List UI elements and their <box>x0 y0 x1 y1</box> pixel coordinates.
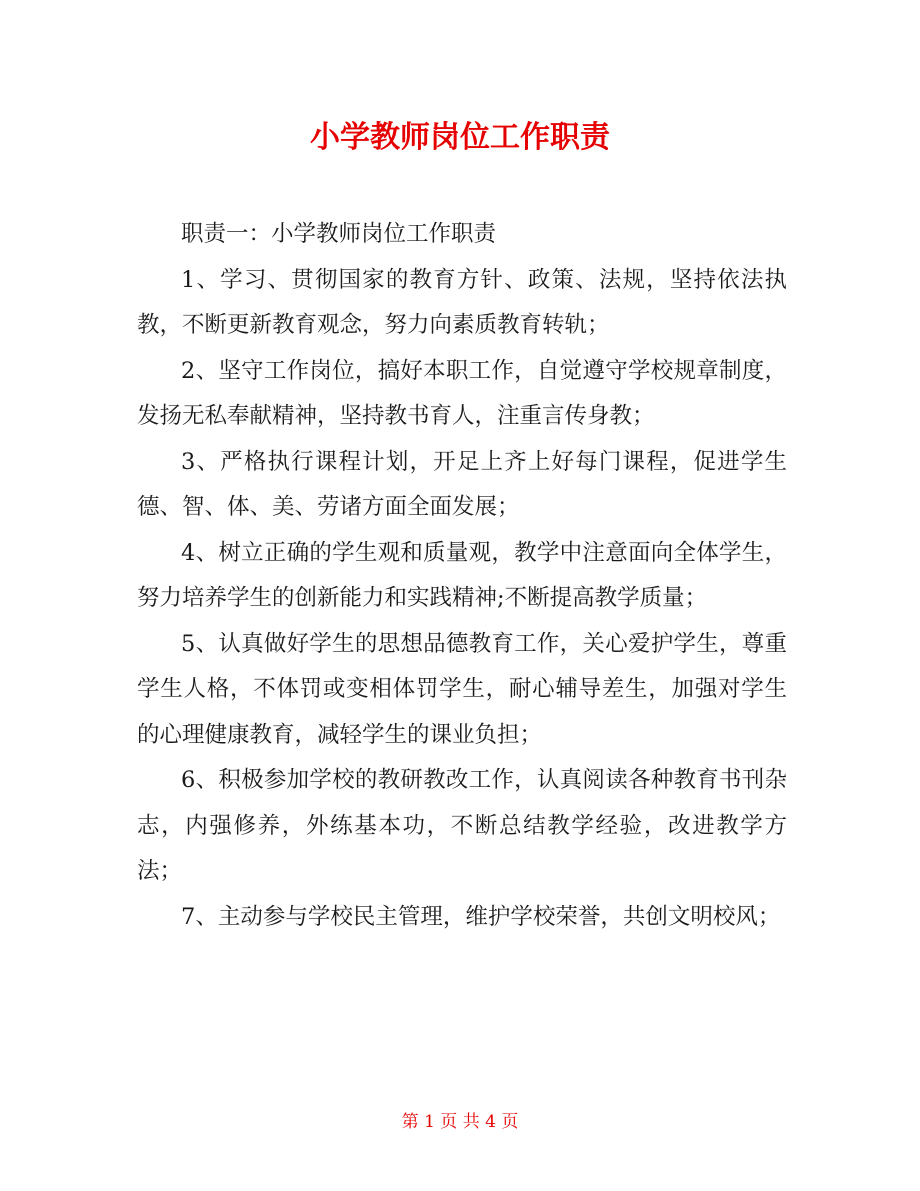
paragraph-item-6: 6、积极参加学校的教研教改工作，认真阅读各种教育书刊杂志，内强修养，外练基本功，不断总结教学经验，改进教学方法； <box>137 767 787 884</box>
paragraph-item-1: 1、学习、贯彻国家的教育方针、政策、法规，坚持依法执教，不断更新教育观念，努力向素质教育转轨； <box>137 266 787 338</box>
page-number-footer: 第 1 页 共 4 页 <box>401 1112 519 1132</box>
paragraph-item-2: 2、坚守工作岗位，搞好本职工作，自觉遵守学校规章制度，发扬无私奉献精神，坚持教书育人，注重言传身教； <box>137 357 787 429</box>
document-title: 小学教师岗位工作职责 <box>310 120 610 155</box>
paragraph-item-7: 7、主动参与学校民主管理，维护学校荣誉，共创文明校风； <box>181 903 781 930</box>
paragraph-item-5: 5、认真做好学生的思想品德教育工作，关心爱护学生，尊重学生人格，不体罚或变相体罚学生，耐心辅导差生，加强对学生的心理健康教育，减轻学生的课业负担； <box>137 630 787 748</box>
paragraph-item-3: 3、严格执行课程计划，开足上齐上好每门课程，促进学生德、智、体、美、劳诸方面全面发展； <box>137 448 787 520</box>
paragraph-item-4: 4、树立正确的学生观和质量观，教学中注意面向全体学生，努力培养学生的创新能力和实践精神;不断提高教学质量； <box>137 539 787 611</box>
paragraph-heading: 职责一：小学教师岗位工作职责 <box>181 221 497 247</box>
document-body <box>137 212 787 940</box>
